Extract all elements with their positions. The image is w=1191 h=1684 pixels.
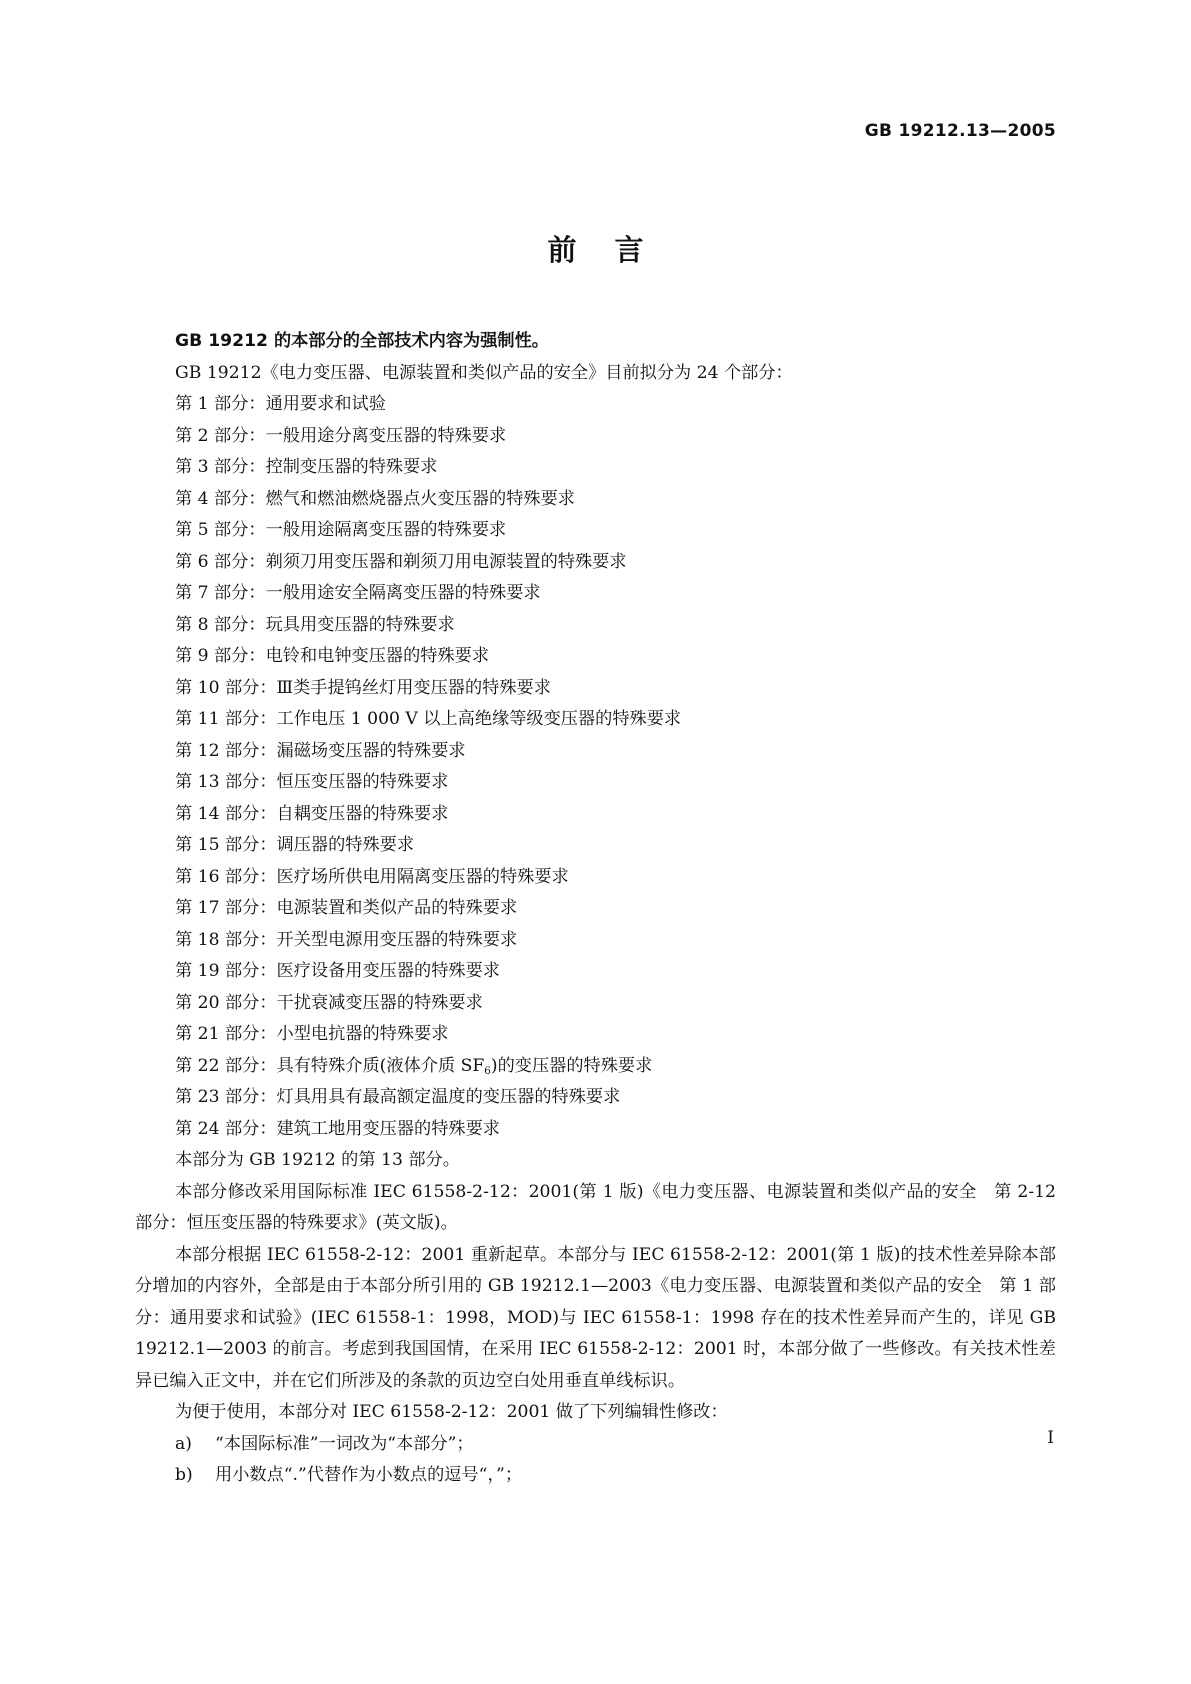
editorial-item [135, 1460, 1056, 1492]
page-title: 前言 [547, 233, 682, 267]
mandatory-statement: GB 19212 的本部分的全部技术内容为强制性。 [175, 331, 549, 351]
part-item: 第 19 部分：医疗设备用变压器的特殊要求 [175, 961, 500, 981]
standard-code: GB 19212.13—2005 [864, 121, 1056, 141]
part-item: 第 18 部分：开关型电源用变压器的特殊要求 [175, 929, 518, 950]
part-item: 第 10 部分：Ⅲ类手提钨丝灯用变压器的特殊要求 [175, 677, 551, 698]
editorial-list [135, 1429, 1056, 1492]
part-item: 第 7 部分：一般用途安全隔离变压器的特殊要求 [175, 583, 541, 603]
part-22-subscript: 6 [484, 1064, 491, 1077]
part-item: 第 2 部分：一般用途分离变压器的特殊要求 [175, 425, 507, 446]
part-item: 第 14 部分：自耦变压器的特殊要求 [175, 803, 449, 824]
list-marker: b) [175, 1465, 193, 1485]
list-marker: a) [175, 1433, 192, 1454]
part-item: 第 23 部分：灯具用具有最高额定温度的变压器的特殊要求 [175, 1087, 621, 1107]
this-part-paragraph: 本部分为 GB 19212 的第 13 部分。 [175, 1150, 460, 1170]
part-item: 第 17 部分：电源装置和类似产品的特殊要求 [175, 898, 518, 918]
editorial-intro: 为便于使用，本部分对 IEC 61558-2-12：2001 做了下列编辑性修改： [175, 1402, 728, 1422]
differences-paragraph: 本部分根据 IEC 61558-2-12：2001 重新起草。本部分与 IEC 61558-2-12：2001(第 1 版)的技术性差异除本部分增加的内容外，全部是由于本部分所引用的 GB 19212.1—2003《电力变压器、电源装置和类似产品的安全 第 1 部分：通用要求和试验》(IEC 61558-1：1998，MOD)与 IEC 61558-1：1998 存在的技术性差异而产生的，详见 GB 19212.1—2003 的前言。考虑到我国国情，在采用 IEC 61558-2-12：2001 时，本部分做了一些修改。有关技术性差异已编入正文中，并在它们所涉及的条款的页边空白处用垂直单线标识。 [135, 1244, 1056, 1391]
part-22-text: 第 22 部分：具有特殊介质(液体介质 SF [175, 1055, 485, 1076]
part-22-text-end: )的变压器的特殊要求 [490, 1055, 653, 1076]
editorial-text: 用小数点“.”代替作为小数点的逗号“，”； [215, 1465, 523, 1485]
part-item: 第 20 部分：干扰衰减变压器的特殊要求 [175, 992, 483, 1013]
part-item: 第 11 部分：工作电压 1 000 V 以上高绝缘等级变压器的特殊要求 [175, 709, 682, 729]
part-item: 第 4 部分：燃气和燃油燃烧器点火变压器的特殊要求 [175, 488, 575, 509]
editorial-item [135, 1429, 1056, 1461]
part-item: 第 24 部分：建筑工地用变压器的特殊要求 [175, 1118, 500, 1139]
part-item: 第 5 部分：一般用途隔离变压器的特殊要求 [175, 520, 507, 540]
part-item: 第 12 部分：漏磁场变压器的特殊要求 [175, 740, 466, 761]
part-item: 第 8 部分：玩具用变压器的特殊要求 [175, 614, 455, 635]
part-item: 第 15 部分：调压器的特殊要求 [175, 835, 415, 855]
part-item: 第 9 部分：电铃和电钟变压器的特殊要求 [175, 646, 490, 666]
part-item: 第 3 部分：控制变压器的特殊要求 [175, 457, 438, 477]
parts-list [135, 389, 1056, 1145]
part-item: 第 13 部分：恒压变压器的特殊要求 [175, 772, 449, 792]
editorial-text: “本国际标准”一词改为“本部分”； [215, 1433, 474, 1454]
foreword-body [135, 326, 1056, 1492]
series-intro: GB 19212《电力变压器、电源装置和类似产品的安全》目前拟分为 24 个部分： [175, 362, 793, 383]
part-item: 第 16 部分：医疗场所供电用隔离变压器的特殊要求 [175, 866, 569, 887]
part-item: 第 1 部分：通用要求和试验 [175, 394, 386, 414]
part-item: 第 21 部分：小型电抗器的特殊要求 [175, 1024, 449, 1044]
page-number: Ⅰ [1047, 1428, 1054, 1448]
part-item-22 [135, 1051, 1056, 1083]
adoption-paragraph: 本部分修改采用国际标准 IEC 61558-2-12：2001(第 1 版)《电力变压器、电源装置和类似产品的安全 第 2-12 部分：恒压变压器的特殊要求》(英文版)。 [135, 1181, 1056, 1233]
part-item: 第 6 部分：剃须刀用变压器和剃须刀用电源装置的特殊要求 [175, 551, 627, 572]
